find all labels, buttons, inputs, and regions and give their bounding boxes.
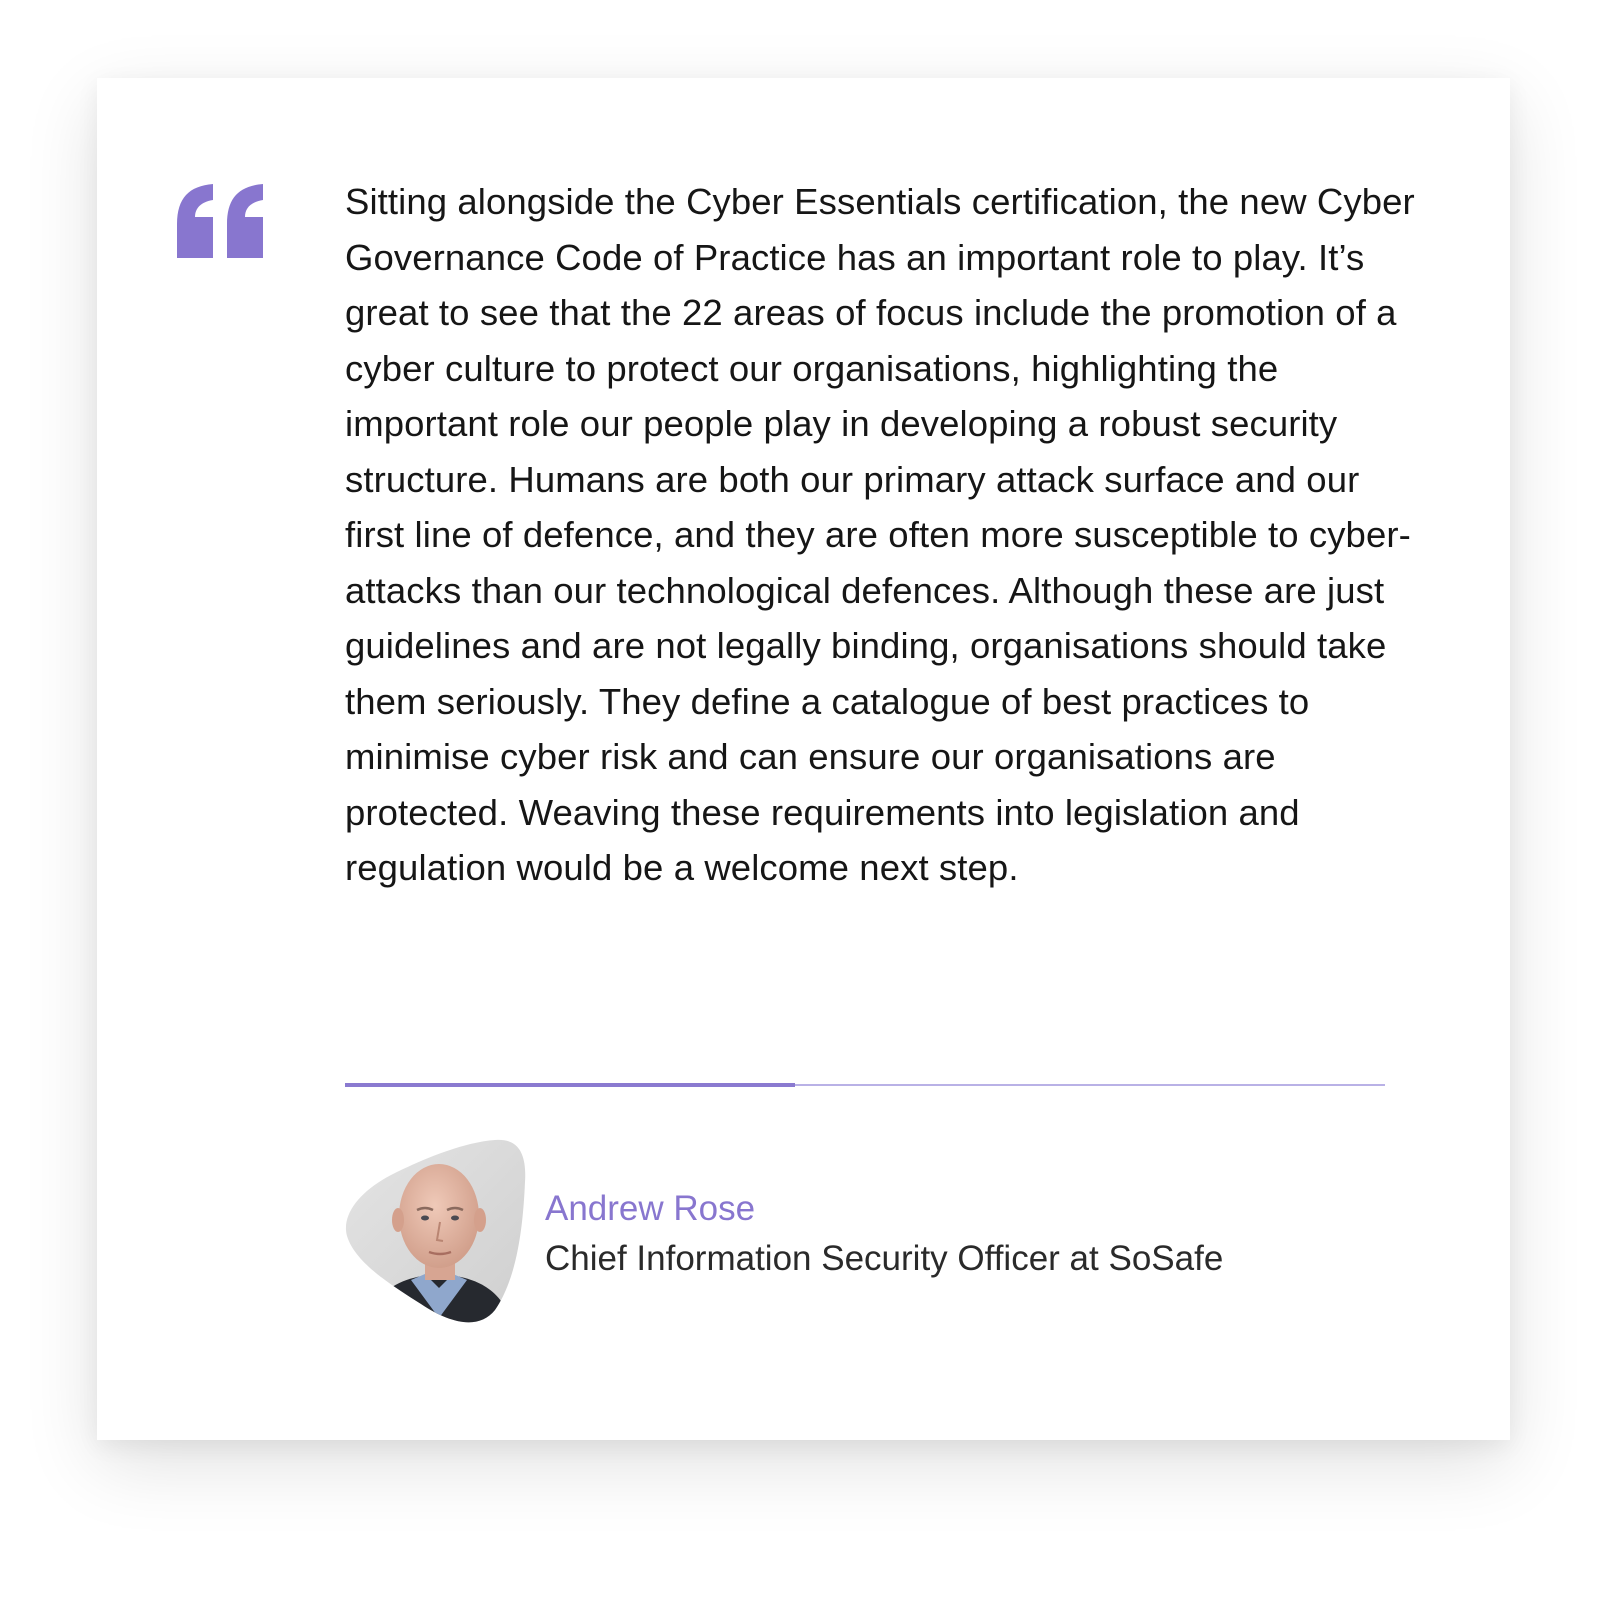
- author-avatar: [345, 1138, 527, 1324]
- divider-accent: [345, 1083, 795, 1087]
- quote-icon: [177, 184, 263, 258]
- author-title: Chief Information Security Officer at SoSafe: [545, 1239, 1224, 1278]
- quote-text: Sitting alongside the Cyber Essentials certification, the new Cyber Governance Code of Practice has an important role to play. It’s great to see that the 22 areas of focus include the promotion of a cyber culture to protect our organisations, highlighting the important role our people play in developing a robust security structure. Humans are both our primary attack surface and our first line of defence, and they are often more susceptible to cyber-attacks than our technological defences. Although these are just guidelines and are not legally binding, organisations should take them seriously. They define a catalogue of best practices to minimise cyber risk and can ensure our organisations are protected. Weaving these requirements into legislation and regulation would be a welcome next step.: [345, 181, 1415, 888]
- author-block: [345, 1138, 1345, 1328]
- testimonial-card: [97, 78, 1510, 1440]
- divider: [345, 1084, 1385, 1086]
- author-name: Andrew Rose: [545, 1189, 756, 1228]
